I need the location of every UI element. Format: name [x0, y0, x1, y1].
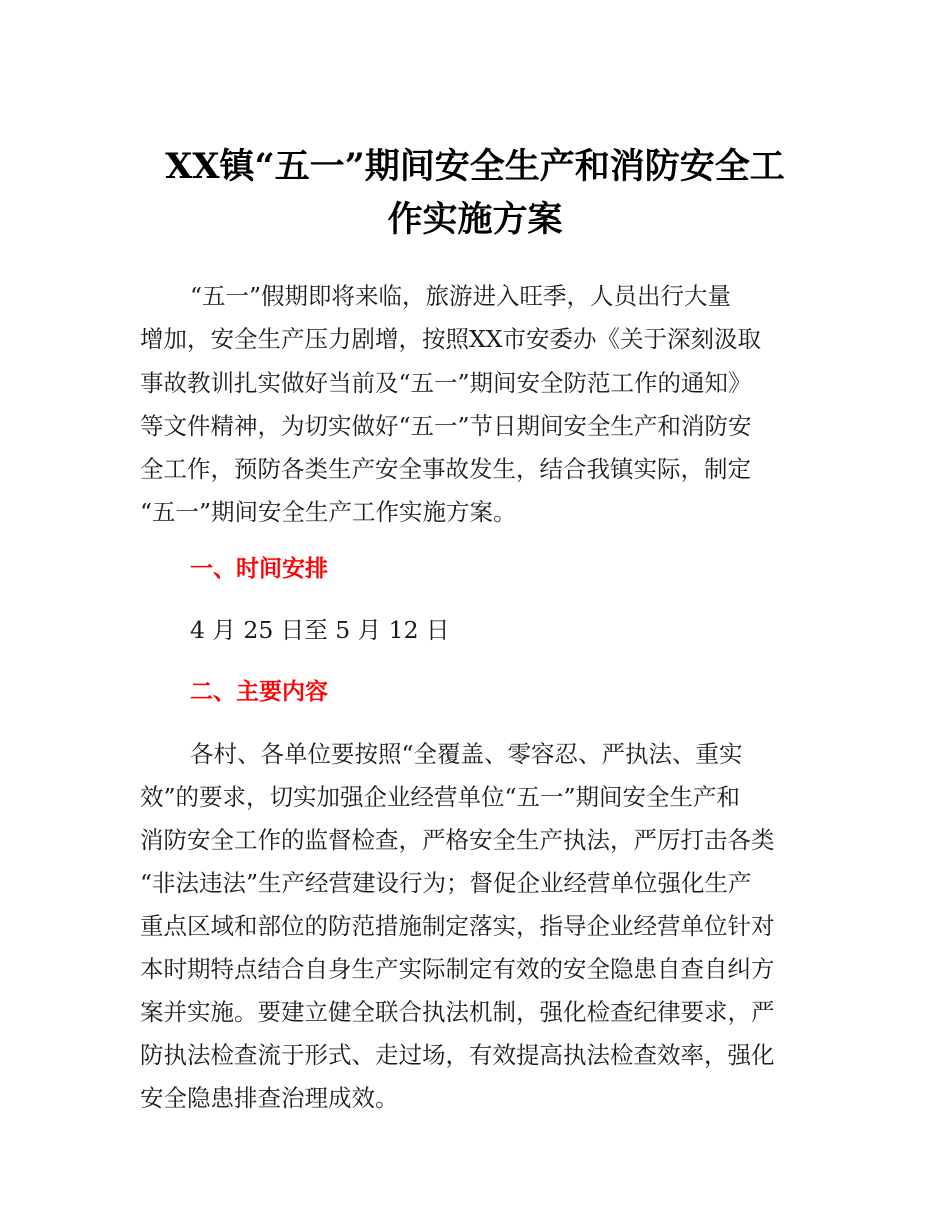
schedule-text: 4 月 25 日至 5 月 12 日 — [190, 616, 450, 644]
content-paragraph-line: 安全隐患排查治理成效。 — [140, 1084, 399, 1112]
content-paragraph-line: 本时期特点结合自身生产实际制定有效的安全隐患自查自纠方 — [140, 955, 775, 983]
content-paragraph-line: 案并实施。要建立健全联合执法机制，强化检查纪律要求，严 — [140, 998, 775, 1026]
content-paragraph-line: “非法违法”生产经营建设行为；督促企业经营单位强化生产 — [140, 869, 752, 897]
intro-paragraph-line: 全工作，预防各类生产安全事故发生，结合我镇实际，制定 — [140, 455, 751, 483]
intro-paragraph-line: 增加，安全生产压力剧增，按照XX市安委办《关于深刻汲取 — [140, 325, 761, 353]
intro-paragraph-line: 事故教训扎实做好当前及“五一”期间安全防范工作的通知》 — [140, 369, 752, 397]
content-paragraph-line: 效”的要求，切实加强企业经营单位“五一”期间安全生产和 — [140, 783, 741, 811]
intro-paragraph-line: “五一”期间安全生产工作实施方案。 — [140, 498, 517, 526]
content-paragraph-line: 各村、各单位要按照“全覆盖、零容忍、严执法、重实 — [190, 740, 743, 768]
content-paragraph-line: 重点区域和部位的防范措施制定落实，指导企业经营单位针对 — [140, 912, 775, 940]
document-title-line-2: 作实施方案 — [387, 199, 563, 240]
intro-paragraph-line: 等文件精神，为切实做好“五一”节日期间安全生产和消防安 — [140, 412, 752, 440]
content-paragraph-line: 防执法检查流于形式、走过场，有效提高执法检查效率，强化 — [140, 1041, 775, 1069]
intro-paragraph-line: “五一”假期即将来临，旅游进入旺季，人员出行大量 — [190, 282, 732, 310]
section-heading-main-content: 二、主要内容 — [190, 679, 328, 705]
document-title-line-1: XX镇“五一”期间安全生产和消防安全工 — [165, 146, 785, 187]
section-heading-schedule: 一、时间安排 — [190, 556, 328, 582]
content-paragraph-line: 消防安全工作的监督检查，严格安全生产执法，严厉打击各类 — [140, 826, 775, 854]
